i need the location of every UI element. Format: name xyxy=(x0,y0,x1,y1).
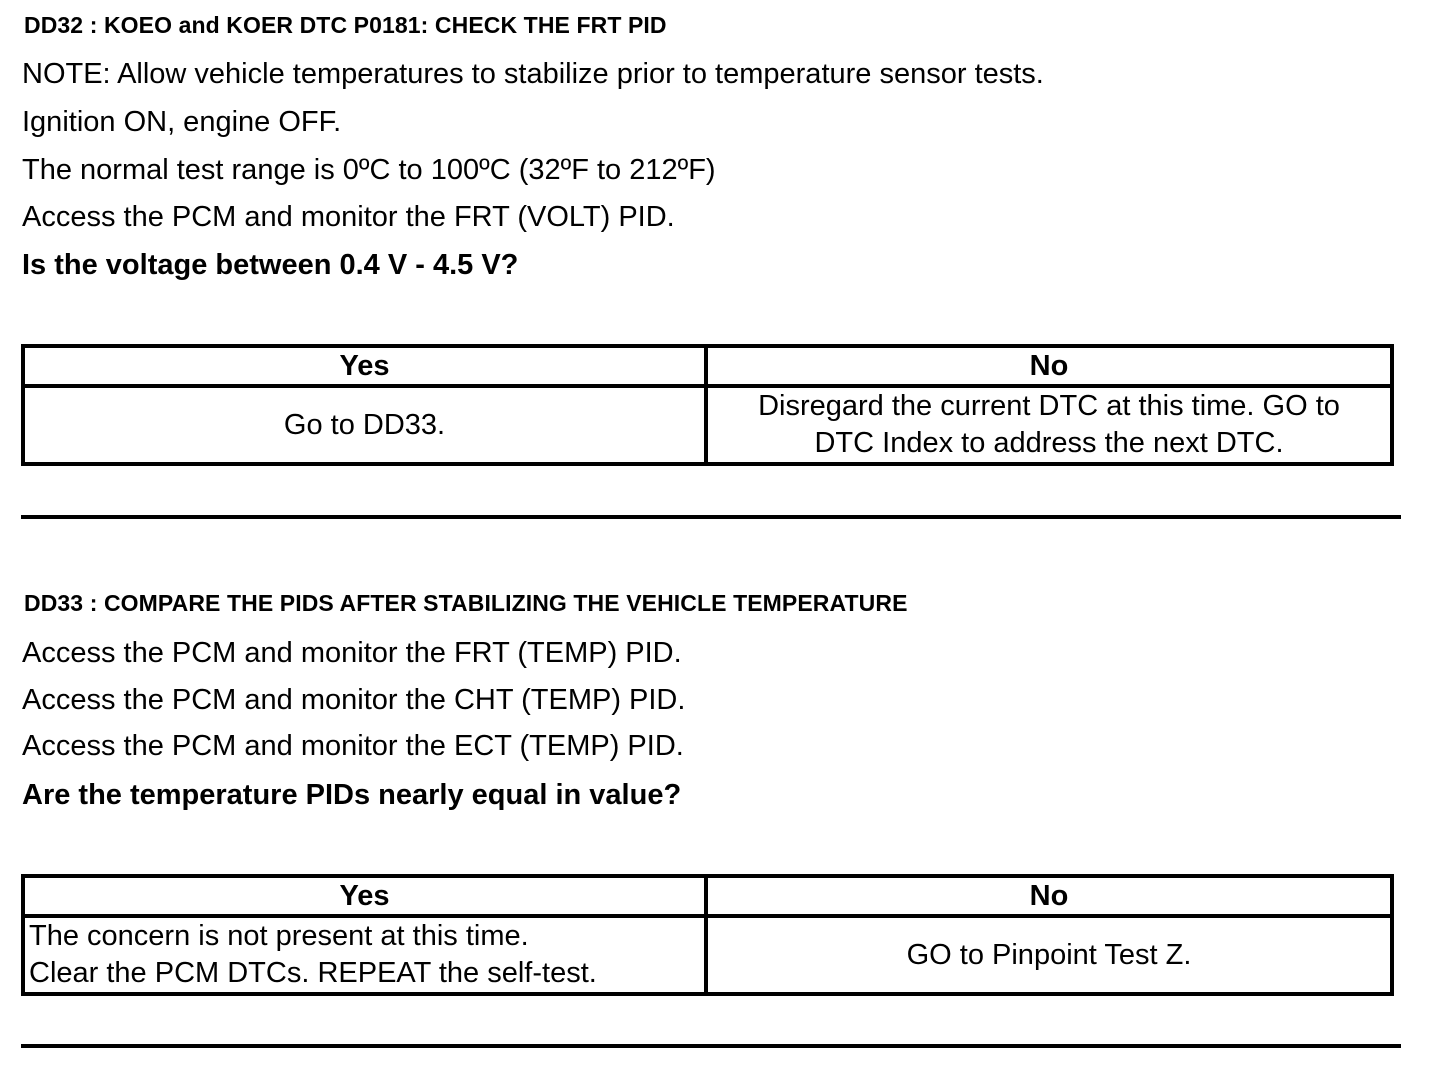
section-divider xyxy=(21,1044,1401,1048)
dd32-note: NOTE: Allow vehicle temperatures to stabilize prior to temperature sensor tests. xyxy=(22,58,1044,90)
dd32-question: Is the voltage between 0.4 V - 4.5 V? xyxy=(22,249,519,281)
dd32-no-cell xyxy=(706,386,1392,464)
dd33-question: Are the temperature PIDs nearly equal in value? xyxy=(22,779,682,811)
dd32-no-text-line1: Disregard the current DTC at this time. GO to xyxy=(758,390,1340,422)
table-header-row xyxy=(23,876,1392,916)
dd33-decision-table xyxy=(21,874,1394,996)
dd33-access-cht: Access the PCM and monitor the CHT (TEMP) PID. xyxy=(22,684,686,716)
table-row xyxy=(23,386,1392,464)
dd32-title: DD32 : KOEO and KOER DTC P0181: CHECK THE FRT PID xyxy=(24,12,667,38)
dd32-yes-cell xyxy=(23,386,706,464)
yes-header: Yes xyxy=(23,876,706,916)
table-row xyxy=(23,916,1392,994)
dd33-yes-text-line2: Clear the PCM DTCs. REPEAT the self-test. xyxy=(29,957,597,989)
dd33-yes-text-line1: The concern is not present at this time. xyxy=(29,920,529,952)
dd32-decision-table xyxy=(21,344,1394,466)
dd33-no-cell xyxy=(706,916,1392,994)
dd33-title: DD33 : COMPARE THE PIDS AFTER STABILIZING THE VEHICLE TEMPERATURE xyxy=(24,590,908,616)
section-divider xyxy=(21,515,1401,519)
no-header: No xyxy=(706,876,1392,916)
dd32-range: The normal test range is 0ºC to 100ºC (32ºF to 212ºF) xyxy=(22,154,716,186)
no-header: No xyxy=(706,346,1392,386)
dd33-no-text: GO to Pinpoint Test Z. xyxy=(906,938,1192,971)
dd33-access-frt: Access the PCM and monitor the FRT (TEMP) PID. xyxy=(22,637,682,669)
yes-header: Yes xyxy=(23,346,706,386)
dd32-no-text-line2: DTC Index to address the next DTC. xyxy=(814,427,1284,459)
dd32-ignition: Ignition ON, engine OFF. xyxy=(22,106,342,138)
dd33-yes-cell xyxy=(23,916,706,994)
dd33-access-ect: Access the PCM and monitor the ECT (TEMP) PID. xyxy=(22,730,684,762)
dd32-access: Access the PCM and monitor the FRT (VOLT) PID. xyxy=(22,201,675,233)
table-header-row xyxy=(23,346,1392,386)
dd32-yes-text: Go to DD33. xyxy=(283,408,446,441)
